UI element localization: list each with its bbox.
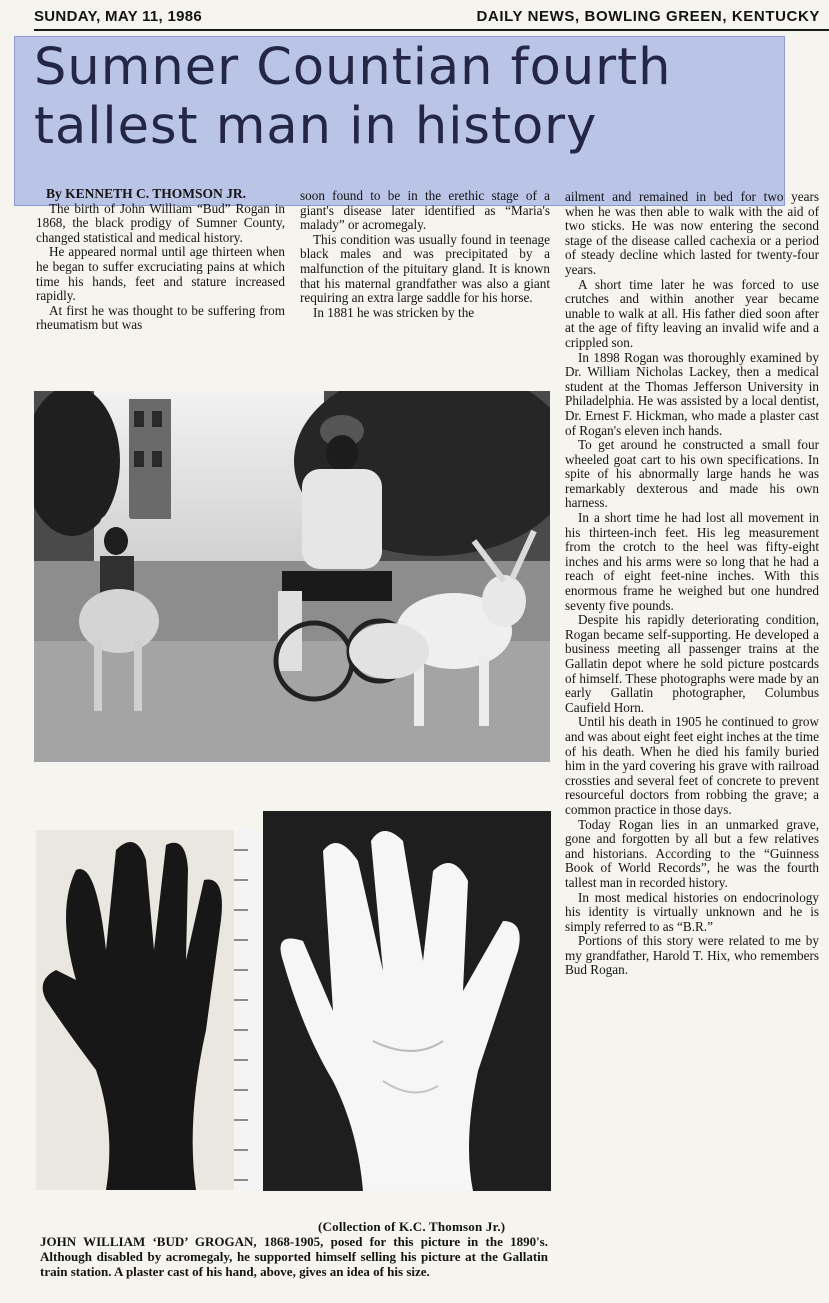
paragraph: At first he was thought to be suffering from rheumatism but was [36, 302, 285, 333]
headline-line-1: Sumner Countian fourth [34, 38, 672, 97]
paragraph: In a short time he had lost all movement in his thirteen-inch feet. His leg measurement from the crotch to the heel was fifty-eight inches and his arms were so long that he had a reach of eight feet-nine inches. With this enormous frame he weighed but one hundred seventy five pounds. [565, 510, 819, 613]
paragraph: ailment and remained in bed for two years when he was then able to walk with the aid of two sticks. He was now entering the second stage of the disease called cachexia or a period of steady decline which lasted for twenty-four years. [565, 189, 819, 277]
article-column-1 [36, 187, 285, 333]
newspaper-name: DAILY NEWS, BOWLING GREEN, KENTUCKY [476, 8, 820, 25]
photo-credit: (Collection of K.C. Thomson Jr.) [318, 1219, 506, 1234]
photo-caption: JOHN WILLIAM ‘BUD’ GROGAN, 1868-1905, posed for this picture in the 1890's. Although disabled by acromegaly, he supported himself selling his picture at the Gallatin train station. A plaster cast of his hand, above, gives an idea of his size. [40, 1234, 548, 1279]
paragraph: A short time later he was forced to use crutches and within another year became unable to walk at all. His father died soon after at the age of fifty leaving an invalid wife and a crippled son. [565, 276, 819, 350]
issue-date: SUNDAY, MAY 11, 1986 [34, 8, 203, 25]
paragraph: soon found to be in the erethic stage of a giant's disease later identified as “Maria's malady” or acromegaly. [300, 188, 550, 233]
paragraph: Until his death in 1905 he continued to grow and was about eight feet eight inches at the time of his death. When he died his family buried him in the yard covering his grave with railroad crossties and several feet of concrete to prevent resourceful doctors from robbing the grave; a common practice in those days. [565, 714, 819, 817]
paragraph: In 1881 he was stricken by the [313, 304, 475, 320]
hand-photo [36, 830, 267, 1190]
headline [34, 38, 794, 156]
paragraph: In most medical histories on endocrinology his identity is virtually unknown and he is simply referred to as “B.R.” [565, 889, 819, 934]
goat-cart-photo [34, 391, 550, 762]
article-column-3 [565, 190, 819, 978]
paragraph: Portions of this story were related to me by my grandfather, Harold T. Hix, who remembers Bud Rogan. [565, 933, 819, 978]
paragraph: To get around he constructed a small four wheeled goat cart to his own specifications. In spite of his abnormally large hands he was remarkably dexterous and made his own harness. [565, 437, 819, 511]
paragraph: Despite his rapidly deteriorating condition, Rogan became self-supporting. He developed a business meeting all passenger trains at the Gallatin depot where he sold picture postcards of himself. These photographs were made by an early Gallatin photographer, Columbus Caufield Horn. [565, 612, 819, 715]
paragraph: He appeared normal until age thirteen when he began to suffer excruciating pains at which time his hands, feet and stature increased rapidly. [36, 244, 285, 304]
article-column-2 [300, 189, 550, 320]
masthead [34, 6, 820, 28]
byline: By KENNETH C. THOMSON JR. [46, 186, 247, 201]
paragraph: In 1898 Rogan was thoroughly examined by Dr. William Nicholas Lackey, then a medical student at the Thomas Jefferson University in Philadelphia. He was assisted by a local dentist, Dr. Ernest F. Hickman, who made a plaster cast of Rogan's eleven inch hands. [565, 349, 819, 438]
paragraph: This condition was usually found in teenage black males and was precipitated by a malfunction of the pituitary gland. It is known that his maternal grandfather was also a giant requiring an extra large saddle for his horse. [300, 231, 550, 306]
headline-line-2: tallest man in history [34, 97, 598, 156]
paragraph: Today Rogan lies in an unmarked grave, gone and forgotten by all but a few relatives and historians. According to the “Guinness Book of World Records”, he was the fourth tallest man in recorded history. [565, 816, 819, 890]
plaster-cast-photo [263, 811, 551, 1191]
paragraph: The birth of John William “Bud” Rogan in 1868, the black prodigy of Sumner County, changed statistical and medical history. [36, 200, 285, 245]
masthead-rule [34, 29, 829, 31]
